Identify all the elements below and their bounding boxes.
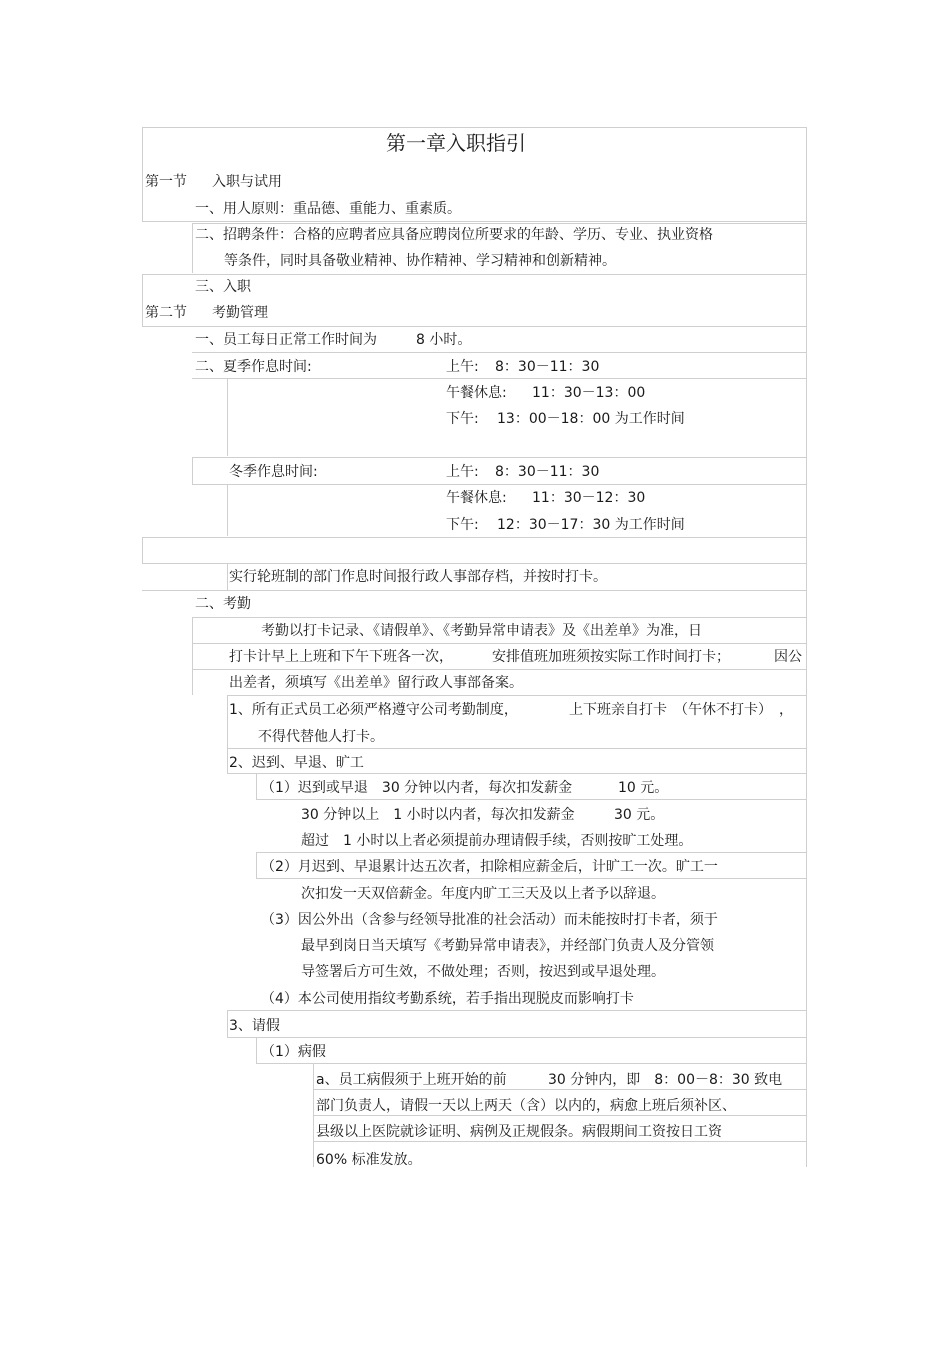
late-rule-2-line-1: （2）月迟到、早退累计达五次者，扣除相应薪金后，计旷工一次。旷工一: [261, 859, 718, 875]
summer-lunch-time: 11：30－13：00: [532, 385, 646, 401]
sick-leave-line-3: 县级以上医院就诊证明、病例及正规假条。病假期间工资按日工资: [316, 1124, 722, 1140]
late-rule-3-line-1: （3）因公外出（含参与经领导批准的社会活动）而未能按时打卡者，须于: [261, 912, 718, 928]
summer-schedule-label: 二、夏季作息时间:: [195, 359, 312, 375]
work-hours-text: 一、员工每日正常工作时间为: [195, 332, 377, 348]
winter-afternoon-time: 12：30－17：30 为工作时间: [497, 517, 685, 533]
summer-lunch-label: 午餐休息:: [446, 385, 507, 401]
chapter-title: 第一章入职指引: [386, 131, 526, 155]
attendance-para-line-3: 出差者，须填写《出差单》留行政人事部备案。: [229, 675, 523, 691]
sick-leave-line-1a: a、员工病假须于上班开始的前: [316, 1072, 507, 1088]
winter-afternoon-label: 下午:: [446, 517, 479, 533]
late-rule-2-line-2: 次扣发一天双倍薪金。年度内旷工三天及以上者予以辞退。: [301, 886, 665, 902]
attendance-para-line-2c: 因公: [774, 649, 802, 665]
rule-1-line-2: 不得代替他人打卡。: [258, 729, 384, 745]
late-rule-3-line-3: 导签署后方可生效，不做处理；否则，按迟到或早退处理。: [301, 964, 665, 980]
summer-morning-time: 8：30－11：30: [495, 359, 600, 375]
rule-3-heading: 3、请假: [229, 1018, 280, 1034]
sick-leave-line-4: 60% 标准发放。: [316, 1152, 422, 1168]
section-1-name: 入职与试用: [212, 174, 282, 190]
late-rule-1a: （1）迟到或早退 30 分钟以内者，每次扣发薪金: [261, 780, 573, 796]
sick-leave-heading: （1）病假: [261, 1044, 326, 1060]
late-rule-1e: 超过 1 小时以上者必须提前办理请假手续，否则按旷工处理。: [301, 833, 693, 849]
attendance-para-line-1: 考勤以打卡记录、《请假单》、《考勤异常申请表》及《出差单》为准，日: [261, 623, 702, 639]
winter-morning-label: 上午:: [446, 464, 479, 480]
summer-afternoon-time: 13：00－18：00 为工作时间: [497, 411, 685, 427]
recruit-conditions-line-2: 等条件，同时具备敬业精神、协作精神、学习精神和创新精神。: [224, 253, 616, 269]
section-2-name: 考勤管理: [212, 305, 268, 321]
late-rule-1d: 30 元。: [614, 807, 665, 823]
summer-morning-label: 上午:: [446, 359, 479, 375]
late-rule-1b: 10 元。: [618, 780, 669, 796]
attendance-heading: 二、考勤: [195, 596, 251, 612]
sick-leave-line-1b: 30 分钟内，即 8：00－8：30 致电: [548, 1072, 783, 1088]
rule-1-line-1a: 1、所有正式员工必须严格遵守公司考勤制度，: [229, 702, 518, 718]
summer-afternoon-label: 下午:: [446, 411, 479, 427]
section-1-label: 第一节: [145, 174, 187, 190]
rule-2-heading: 2、迟到、早退、旷工: [229, 755, 364, 771]
sick-leave-line-2: 部门负责人，请假一天以上两天（含）以内的，病愈上班后须补区、: [316, 1098, 736, 1114]
section-2-label: 第二节: [145, 305, 187, 321]
rule-1-line-1b: 上下班亲自打卡 （午休不打卡） ，: [569, 702, 793, 718]
attendance-para-line-2b: 安排值班加班须按实际工作时间打卡；: [492, 649, 730, 665]
winter-lunch-time: 11：30－12：30: [532, 490, 646, 506]
late-rule-1c: 30 分钟以上 1 小时以内者，每次扣发薪金: [301, 807, 575, 823]
winter-schedule-label: 冬季作息时间:: [229, 464, 318, 480]
rotation-note: 实行轮班制的部门作息时间报行政人事部存档，并按时打卡。: [229, 569, 607, 585]
winter-morning-time: 8：30－11：30: [495, 464, 600, 480]
attendance-para-line-2a: 打卡计早上上班和下午下班各一次，: [229, 649, 453, 665]
onboarding-heading: 三、入职: [195, 279, 251, 295]
recruit-conditions-line-1: 二、招聘条件：合格的应聘者应具备应聘岗位所要求的年龄、学历、专业、执业资格: [195, 227, 713, 243]
late-rule-4: （4）本公司使用指纹考勤系统，若手指出现脱皮而影响打卡: [261, 991, 634, 1007]
hiring-principle: 一、用人原则：重品德、重能力、重素质。: [195, 201, 461, 217]
work-hours-value: 8 小时。: [416, 332, 472, 348]
winter-lunch-label: 午餐休息:: [446, 490, 507, 506]
late-rule-3-line-2: 最早到岗日当天填写《考勤异常申请表》，并经部门负责人及分管领: [301, 938, 714, 954]
